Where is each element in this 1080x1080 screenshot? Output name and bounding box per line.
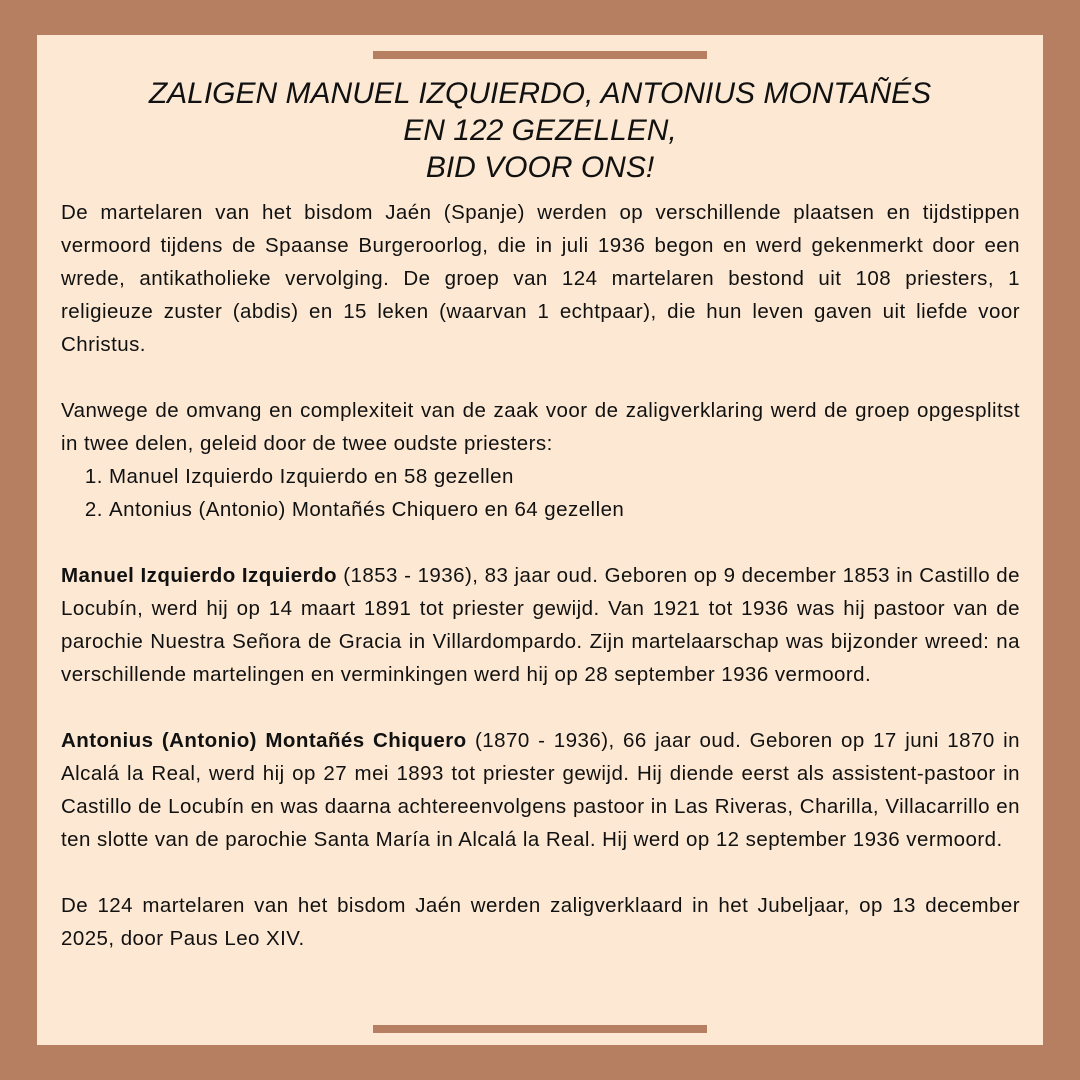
split-paragraph: Vanwege de omvang en complexiteit van de zaak voor de zaligverklaring werd de groep opgesplitst in twee delen, geleid door de twee oudste priesters: (61, 399, 1020, 455)
manuel-text: (1853 - 1936), 83 jaar oud. Geboren op 9 december 1853 in Castillo de Locubín, werd hij op 14 maart 1891 tot priester gewijd. Van 1921 tot 1936 was hij pastoor van de parochie Nuestra Señora de Gracia in Villardompardo. Zijn martelaarschap was bijzonder wreed: na verschillende martelingen en verminkingen werd hij op 28 september 1936 vermoord. (61, 564, 1020, 686)
groups-list (61, 460, 1020, 526)
title-line-1: ZALIGEN MANUEL IZQUIERDO, ANTONIUS MONTAÑÉS (148, 77, 932, 110)
antonius-paragraph (61, 724, 1020, 856)
list-item: 2. Antonius (Antonio) Montañés Chiquero en 64 gezellen (109, 493, 1020, 526)
top-divider (373, 51, 707, 59)
intro-paragraph: De martelaren van het bisdom Jaén (Spanje) werden op verschillende plaatsen en tijdstippen vermoord tijdens de Spaanse Burgeroorlog, die in juli 1936 begon en werd gekenmerkt door een wrede, antikatholieke vervolging. De groep van 124 martelaren bestond uit 108 priesters, 1 religieuze zuster (abdis) en 15 leken (waarvan 1 echtpaar), die hun leven gaven uit liefde voor Christus. (61, 201, 1020, 356)
manuel-paragraph (61, 559, 1020, 691)
antonius-text: (1870 - 1936), 66 jaar oud. Geboren op 17 juni 1870 in Alcalá la Real, werd hij op 27 mei 1893 tot priester gewijd. Hij diende eerst als assistent-pastoor in Castillo de Locubín en was daarna achtereenvolgens pastoor in Las Riveras, Charilla, Villacarrillo en ten slotte van de parochie Santa María in Alcalá la Real. Hij werd op 12 september 1936 vermoord. (61, 729, 1020, 851)
page-title (37, 75, 1043, 186)
title-line-3: BID VOOR ONS! (425, 151, 655, 184)
bottom-divider (373, 1025, 707, 1033)
title-line-2: EN 122 GEZELLEN, (403, 114, 677, 147)
closing-paragraph: De 124 martelaren van het bisdom Jaén werden zaligverklaard in het Jubeljaar, op 13 december 2025, door Paus Leo XIV. (61, 894, 1020, 950)
article-body (61, 196, 1020, 988)
list-item: 1. Manuel Izquierdo Izquierdo en 58 gezellen (109, 460, 1020, 493)
content-panel (37, 35, 1043, 1045)
manuel-name: Manuel Izquierdo Izquierdo (61, 564, 338, 587)
antonius-name: Antonius (Antonio) Montañés Chiquero (61, 729, 467, 752)
